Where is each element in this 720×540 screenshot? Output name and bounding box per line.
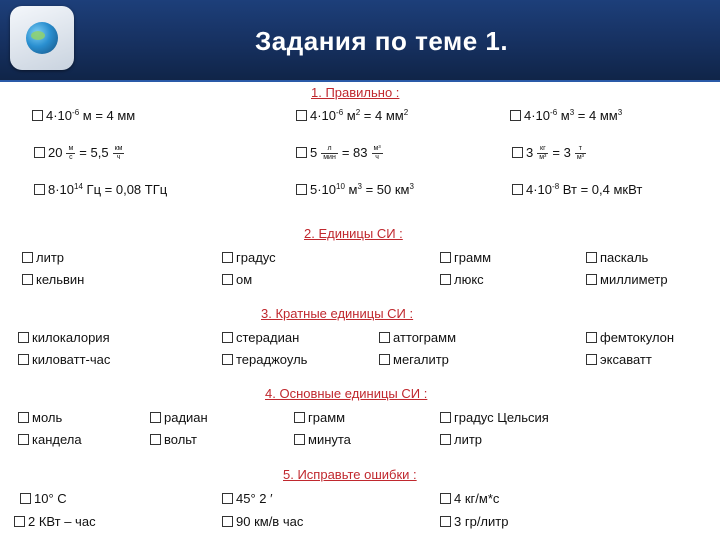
- checkbox[interactable]: [22, 252, 33, 263]
- option[interactable]: [294, 410, 345, 426]
- expr-exponent: 2: [403, 108, 409, 117]
- option-label: 3 гр/литр: [454, 514, 509, 529]
- checkbox[interactable]: [440, 434, 451, 445]
- task-1-7[interactable]: [34, 182, 167, 198]
- expr-base: 4·10: [310, 108, 337, 123]
- option-label: грамм: [454, 250, 492, 265]
- section-5-heading: 5. Исправьте ошибки :: [283, 467, 417, 482]
- option[interactable]: [440, 491, 499, 507]
- option-label: 90 км/в час: [236, 514, 304, 529]
- checkbox[interactable]: [510, 110, 521, 121]
- task-1-3[interactable]: [510, 108, 622, 124]
- checkbox[interactable]: [14, 516, 25, 527]
- expr-rest: м: [557, 108, 570, 123]
- fraction-unit: [66, 145, 75, 162]
- expr-base: 4·10: [46, 108, 73, 123]
- option-label: люкс: [454, 272, 484, 287]
- option[interactable]: [222, 514, 303, 530]
- option-label: тераджоуль: [236, 352, 308, 367]
- expr-exponent: 3: [357, 182, 362, 191]
- checkbox[interactable]: [20, 493, 31, 504]
- option[interactable]: [586, 272, 668, 288]
- option[interactable]: [294, 432, 351, 448]
- checkbox[interactable]: [440, 274, 451, 285]
- option[interactable]: [150, 432, 197, 448]
- fraction-unit: [321, 145, 338, 162]
- fraction-numerator: т: [575, 145, 586, 154]
- expr-rest: = 5,5: [79, 145, 109, 160]
- fraction-numerator: км: [114, 145, 123, 153]
- option-label: кельвин: [36, 272, 85, 287]
- option-label: кандела: [32, 432, 82, 447]
- expr-rest: = 4 мм: [360, 108, 404, 123]
- option[interactable]: [222, 330, 299, 346]
- checkbox[interactable]: [222, 354, 233, 365]
- option[interactable]: [22, 250, 64, 266]
- option[interactable]: [440, 432, 482, 448]
- option[interactable]: [18, 410, 62, 426]
- checkbox[interactable]: [18, 412, 29, 423]
- expr-exponent: 3: [409, 182, 414, 191]
- checkbox[interactable]: [18, 332, 29, 343]
- option[interactable]: [222, 272, 252, 288]
- option[interactable]: [586, 352, 652, 368]
- option-label: стерадиан: [236, 330, 300, 345]
- option-label: минута: [308, 432, 351, 447]
- option-label: миллиметр: [600, 272, 668, 287]
- option-label: моль: [32, 410, 63, 425]
- checkbox[interactable]: [222, 274, 233, 285]
- slide-header: [0, 0, 720, 82]
- option[interactable]: [22, 272, 84, 288]
- expr-rest: м: [344, 182, 358, 197]
- option-label: радиан: [164, 410, 208, 425]
- checkbox[interactable]: [586, 354, 597, 365]
- section-3-heading: 3. Кратные единицы СИ :: [261, 306, 414, 321]
- task-1-4[interactable]: [34, 145, 128, 162]
- option-label: фемтокулон: [600, 330, 675, 345]
- expr-rest: Вт = 0,4 мкВт: [559, 182, 643, 197]
- option-label: грамм: [308, 410, 346, 425]
- fraction-numerator: м³: [373, 145, 381, 153]
- option-label: 10° С: [34, 491, 67, 506]
- section-2-heading: 2. Единицы СИ :: [304, 226, 403, 241]
- option[interactable]: [586, 330, 674, 346]
- checkbox[interactable]: [222, 332, 233, 343]
- option[interactable]: [18, 330, 110, 346]
- checkbox[interactable]: [512, 184, 523, 195]
- option-label: киловатт-час: [32, 352, 111, 367]
- expr-exponent: 14: [74, 182, 83, 191]
- checkbox[interactable]: [379, 332, 390, 343]
- checkbox[interactable]: [18, 434, 29, 445]
- option[interactable]: [379, 352, 449, 368]
- option[interactable]: [18, 432, 82, 448]
- expr-rest: = 4 мм: [574, 108, 618, 123]
- option-label: градус: [236, 250, 276, 265]
- fraction-unit: [113, 145, 125, 162]
- task-1-6[interactable]: [512, 145, 590, 162]
- fraction-unit: [575, 145, 586, 162]
- option[interactable]: [150, 410, 208, 426]
- option-label: градус Цельсия: [454, 410, 549, 425]
- checkbox[interactable]: [440, 252, 451, 263]
- option[interactable]: [222, 352, 307, 368]
- checkbox[interactable]: [18, 354, 29, 365]
- checkbox[interactable]: [294, 434, 305, 445]
- expr-value: 3: [526, 145, 534, 160]
- option[interactable]: [440, 410, 549, 426]
- checkbox[interactable]: [440, 493, 451, 504]
- section-4-heading: 4. Основные единицы СИ :: [265, 386, 428, 401]
- checkbox[interactable]: [296, 110, 307, 121]
- fraction-numerator: м: [68, 145, 74, 153]
- expr-base: 4·10: [526, 182, 553, 197]
- expr-exponent: -6: [336, 108, 344, 117]
- expr-rest: м = 4 мм: [79, 108, 136, 123]
- checkbox[interactable]: [294, 412, 305, 423]
- option-label: килокалория: [32, 330, 110, 345]
- logo: [10, 6, 74, 70]
- expr-base: 4·10: [524, 108, 551, 123]
- option-label: паскаль: [600, 250, 649, 265]
- expr-exponent: 10: [336, 182, 345, 191]
- fraction-numerator: л: [321, 145, 338, 154]
- expr-rest: = 83: [341, 145, 368, 160]
- task-1-8[interactable]: [296, 182, 414, 198]
- option-label: ом: [236, 272, 253, 287]
- option-label: мегалитр: [393, 352, 449, 367]
- checkbox[interactable]: [296, 147, 307, 158]
- expr-value: 5: [310, 145, 318, 160]
- option[interactable]: [20, 491, 67, 507]
- option[interactable]: [586, 250, 648, 266]
- option[interactable]: [440, 250, 491, 266]
- expr-rest: = 50 км: [361, 182, 410, 197]
- option-label: 2 КВт – час: [28, 514, 96, 529]
- checkbox[interactable]: [586, 332, 597, 343]
- fraction-denominator: мин: [323, 154, 336, 162]
- option-label: 45° 2 ′: [236, 491, 273, 506]
- expr-exponent: -6: [550, 108, 558, 117]
- option-label: 4 кг/м*с: [454, 491, 500, 506]
- option[interactable]: [440, 272, 484, 288]
- page-title: Задания по теме 1.: [255, 26, 509, 56]
- option[interactable]: [379, 330, 456, 346]
- option[interactable]: [222, 491, 273, 507]
- checkbox[interactable]: [222, 493, 233, 504]
- header-divider: [0, 80, 720, 82]
- expr-rest: м: [343, 108, 356, 123]
- option-label: аттограмм: [393, 330, 457, 345]
- option[interactable]: [440, 514, 508, 530]
- expr-rest: = 3: [552, 145, 571, 160]
- checkbox[interactable]: [586, 274, 597, 285]
- fraction-denominator: ч: [116, 154, 121, 162]
- expr-exponent: 2: [355, 108, 361, 117]
- expr-value: 20: [48, 145, 63, 160]
- checkbox[interactable]: [296, 184, 307, 195]
- fraction-denominator: м³: [539, 154, 547, 162]
- fraction-denominator: с: [69, 154, 73, 162]
- fraction-numerator: кг: [537, 145, 548, 154]
- option[interactable]: [222, 250, 276, 266]
- checkbox[interactable]: [150, 434, 161, 445]
- checkbox[interactable]: [222, 252, 233, 263]
- expr-exponent: -6: [72, 108, 80, 117]
- fraction-denominator: ч: [375, 154, 379, 162]
- checkbox[interactable]: [379, 354, 390, 365]
- checkbox[interactable]: [34, 184, 45, 195]
- task-1-1[interactable]: [32, 108, 135, 124]
- option-label: вольт: [164, 432, 198, 447]
- option-label: эксаватт: [600, 352, 652, 367]
- option[interactable]: [18, 352, 110, 368]
- globe-icon: [26, 22, 58, 54]
- fraction-unit: [372, 145, 383, 162]
- expr-base: 5·10: [310, 182, 337, 197]
- section-1-heading: 1. Правильно :: [311, 85, 400, 100]
- task-1-9[interactable]: [512, 182, 642, 198]
- checkbox[interactable]: [512, 147, 523, 158]
- expr-exponent: -8: [552, 182, 560, 191]
- checkbox[interactable]: [440, 412, 451, 423]
- checkbox[interactable]: [150, 412, 161, 423]
- option-label: литр: [36, 250, 65, 265]
- checkbox[interactable]: [32, 110, 43, 121]
- expr-exponent: 3: [617, 108, 623, 117]
- expr-rest: Гц = 0,08 ТГц: [82, 182, 168, 197]
- expr-exponent: 3: [569, 108, 575, 117]
- fraction-unit: [537, 145, 548, 162]
- task-1-5[interactable]: [296, 145, 387, 162]
- option-label: литр: [454, 432, 483, 447]
- checkbox[interactable]: [22, 274, 33, 285]
- expr-base: 8·10: [48, 182, 75, 197]
- checkbox[interactable]: [586, 252, 597, 263]
- checkbox[interactable]: [222, 516, 233, 527]
- checkbox[interactable]: [440, 516, 451, 527]
- option[interactable]: [14, 514, 96, 530]
- fraction-denominator: м³: [576, 154, 584, 162]
- checkbox[interactable]: [34, 147, 45, 158]
- task-1-2[interactable]: [296, 108, 408, 124]
